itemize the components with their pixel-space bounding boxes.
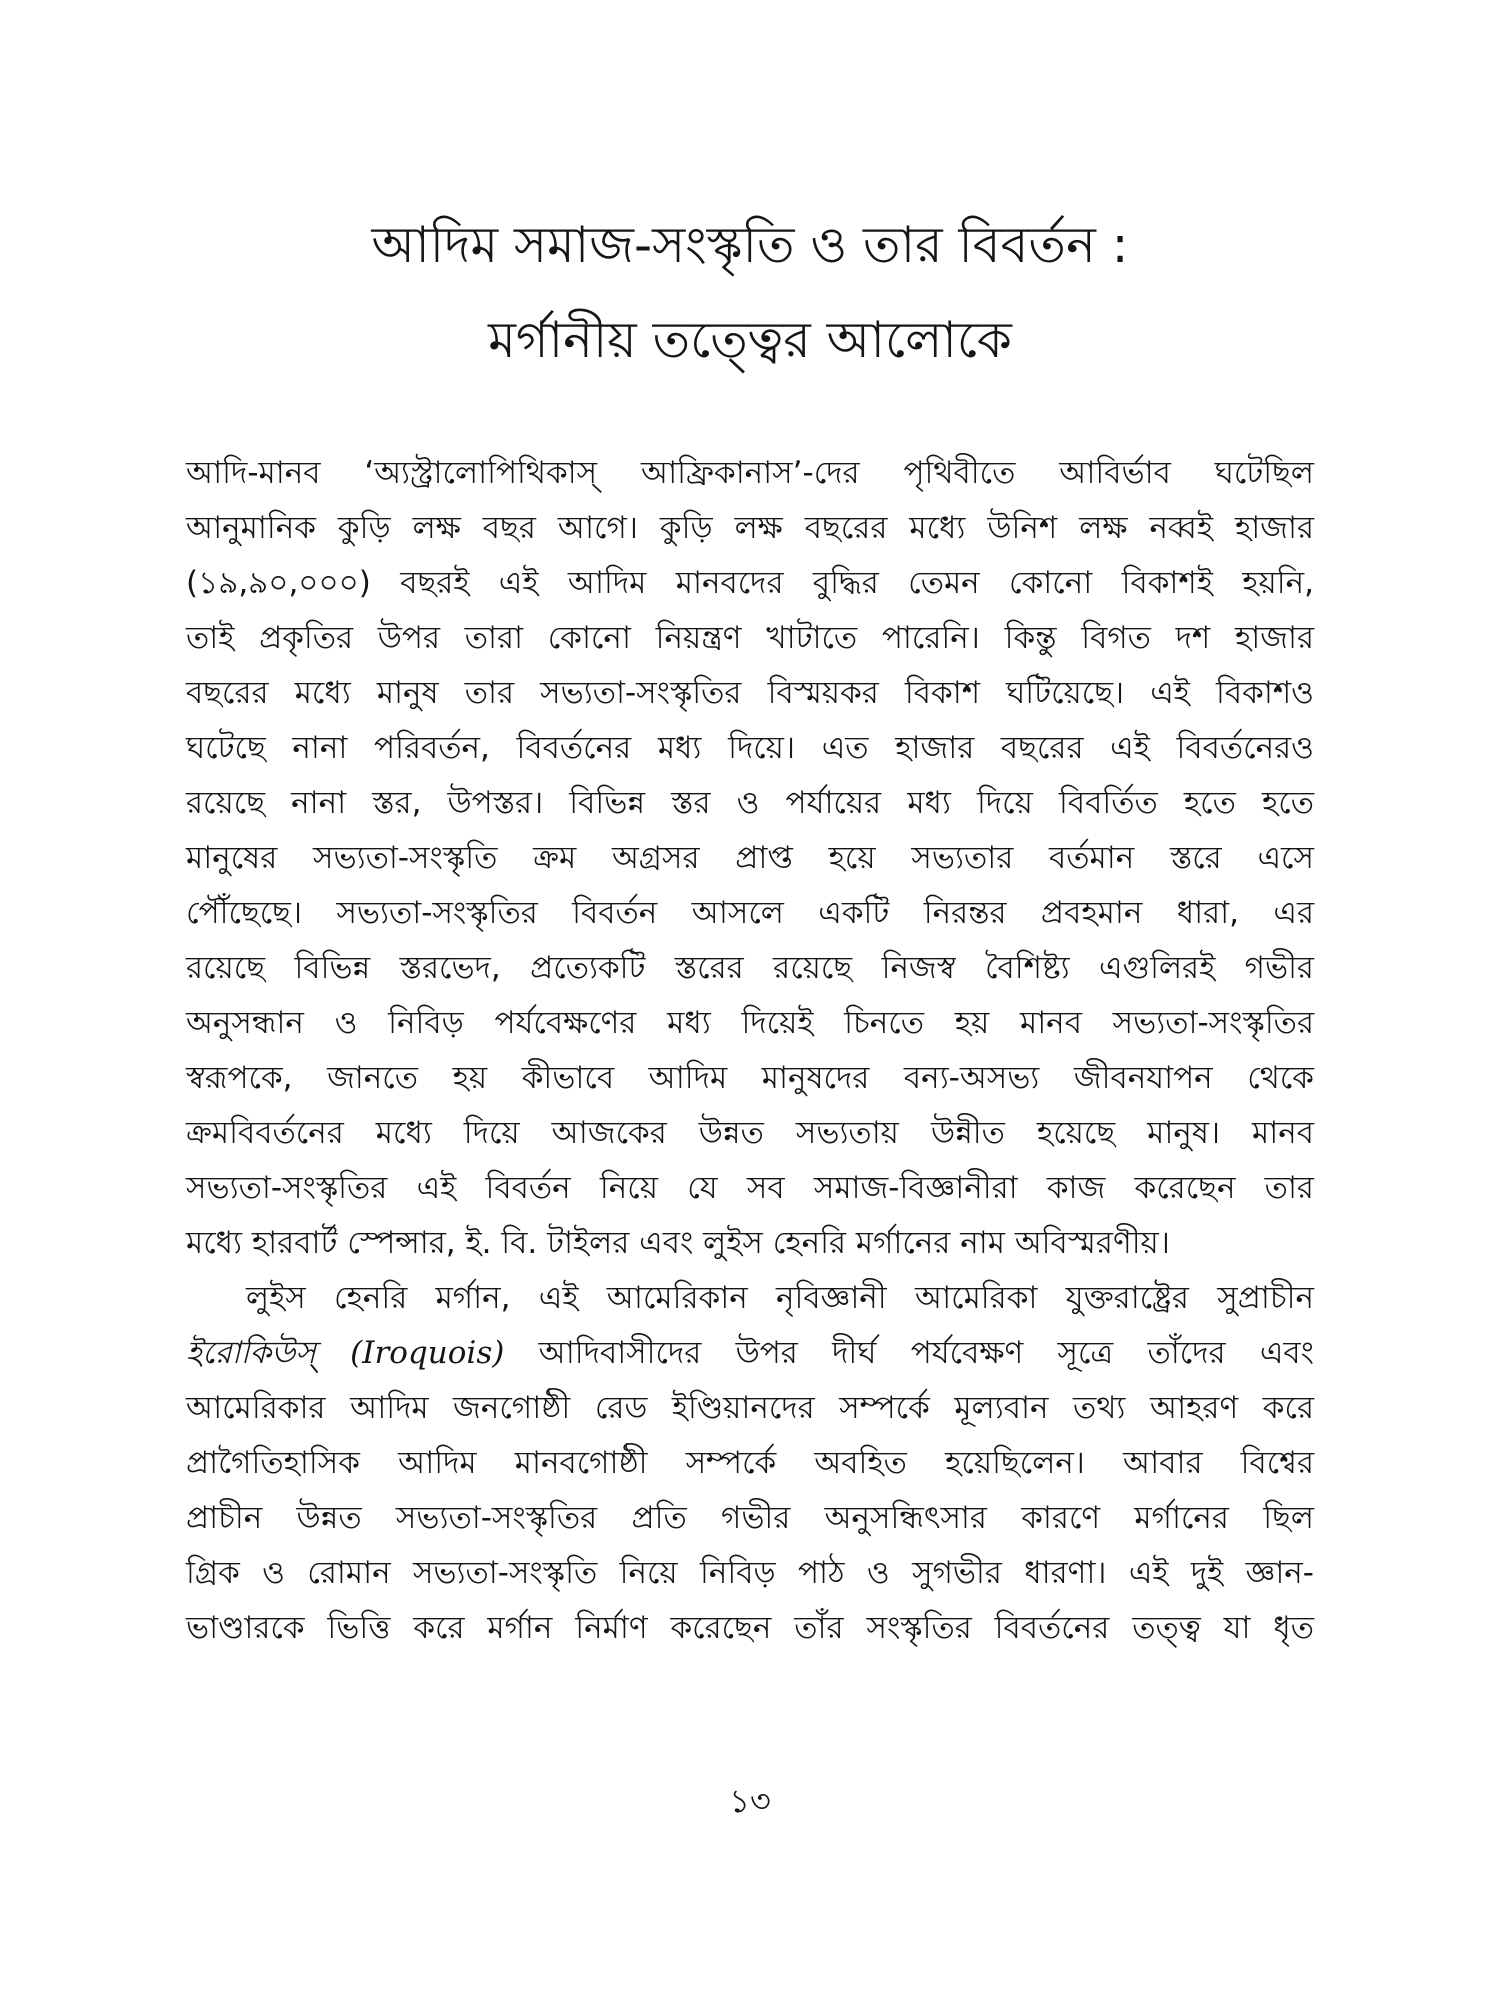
text-line: আদি-মানব ‘অ্যস্ট্রালোপিথিকাস্ আফ্রিকানাস’-দের পৃথিবীতে আবির্ভাব ঘটেছিল xyxy=(186,455,1314,491)
chapter-title-line-1: আদিম সমাজ-সংস্কৃতি ও তার বিবর্তন : xyxy=(371,216,1129,274)
text-line: আনুমানিক কুড়ি লক্ষ বছর আগে। কুড়ি লক্ষ বছরের মধ্যে উনিশ লক্ষ নব্বই হাজার xyxy=(186,510,1314,546)
text-line-mixed xyxy=(186,1335,1315,1371)
text-line: প্রাচীন উন্নত সভ্যতা-সংস্কৃতির প্রতি গভীর অনুসন্ধিৎসার কারণে মর্গানের ছিল xyxy=(186,1500,1314,1536)
text-line: রয়েছে নানা স্তর, উপস্তর। বিভিন্ন স্তর ও পর্যায়ের মধ্য দিয়ে বিবর্তিত হতে হতে xyxy=(186,785,1314,821)
page-number: ১৩ xyxy=(729,1782,771,1820)
text-line: তাই প্রকৃতির উপর তারা কোনো নিয়ন্ত্রণ খাটাতে পারেনি। কিন্তু বিগত দশ হাজার xyxy=(186,620,1314,656)
text-line: প্রাগৈতিহাসিক আদিম মানবগোষ্ঠী সম্পর্কে অবহিত হয়েছিলেন। আবার বিশ্বের xyxy=(186,1445,1314,1481)
text-span: আদিবাসীদের উপর দীর্ঘ পর্যবেক্ষণ সূত্রে তাঁদের এবং xyxy=(538,1335,1315,1371)
italic-term-latin: (Iroquois) xyxy=(350,1335,505,1371)
chapter-title-line-2: মর্গানীয় তত্ত্বের আলোকে xyxy=(488,311,1012,369)
text-line: স্বরূপকে, জানতে হয় কীভাবে আদিম মানুষদের বন্য-অসভ্য জীবনযাপন থেকে xyxy=(186,1060,1314,1096)
text-line: রয়েছে বিভিন্ন স্তরভেদ, প্রত্যেকটি স্তরের রয়েছে নিজস্ব বৈশিষ্ট্য এগুলিরই গভীর xyxy=(186,950,1314,986)
text-line: মধ্যে হারবার্ট স্পেন্সার, ই. বি. টাইলর এবং লুইস হেনরি মর্গানের নাম অবিস্মরণীয়। xyxy=(186,1225,1170,1261)
text-line: ক্রমবিবর্তনের মধ্যে দিয়ে আজকের উন্নত সভ্যতায় উন্নীত হয়েছে মানুষ। মানব xyxy=(186,1115,1314,1151)
text-line: বছরের মধ্যে মানুষ তার সভ্যতা-সংস্কৃতির বিস্ময়কর বিকাশ ঘটিয়েছে। এই বিকাশও xyxy=(186,675,1314,711)
text-line: অনুসন্ধান ও নিবিড় পর্যবেক্ষণের মধ্য দিয়েই চিনতে হয় মানব সভ্যতা-সংস্কৃতির xyxy=(186,1005,1314,1041)
text-line: লুইস হেনরি মর্গান, এই আমেরিকান নৃবিজ্ঞানী আমেরিকা যুক্তরাষ্ট্রের সুপ্রাচীন xyxy=(246,1280,1314,1316)
text-line: গ্রিক ও রোমান সভ্যতা-সংস্কৃতি নিয়ে নিবিড় পাঠ ও সুগভীর ধারণা। এই দুই জ্ঞান- xyxy=(186,1555,1314,1591)
text-line: ভাণ্ডারকে ভিত্তি করে মর্গান নির্মাণ করেছেন তাঁর সংস্কৃতির বিবর্তনের তত্ত্ব যা ধৃত xyxy=(186,1610,1314,1646)
text-line: ঘটেছে নানা পরিবর্তন, বিবর্তনের মধ্য দিয়ে। এত হাজার বছরের এই বিবর্তনেরও xyxy=(186,730,1314,766)
text-line: পৌঁছেছে। সভ্যতা-সংস্কৃতির বিবর্তন আসলে একটি নিরন্তর প্রবহমান ধারা, এর xyxy=(186,895,1314,931)
text-line: (১৯,৯০,০০০) বছরই এই আদিম মানবদের বুদ্ধির তেমন কোনো বিকাশই হয়নি, xyxy=(186,565,1314,601)
italic-term-bengali: ইরোকিউস্ xyxy=(186,1335,316,1371)
text-line: আমেরিকার আদিম জনগোষ্ঠী রেড ইণ্ডিয়ানদের সম্পর্কে মূল্যবান তথ্য আহরণ করে xyxy=(186,1390,1314,1426)
text-line: মানুষের সভ্যতা-সংস্কৃতি ক্রম অগ্রসর প্রাপ্ত হয়ে সভ্যতার বর্তমান স্তরে এসে xyxy=(186,840,1314,876)
text-line: সভ্যতা-সংস্কৃতির এই বিবর্তন নিয়ে যে সব সমাজ-বিজ্ঞানীরা কাজ করেছেন তার xyxy=(186,1170,1314,1206)
